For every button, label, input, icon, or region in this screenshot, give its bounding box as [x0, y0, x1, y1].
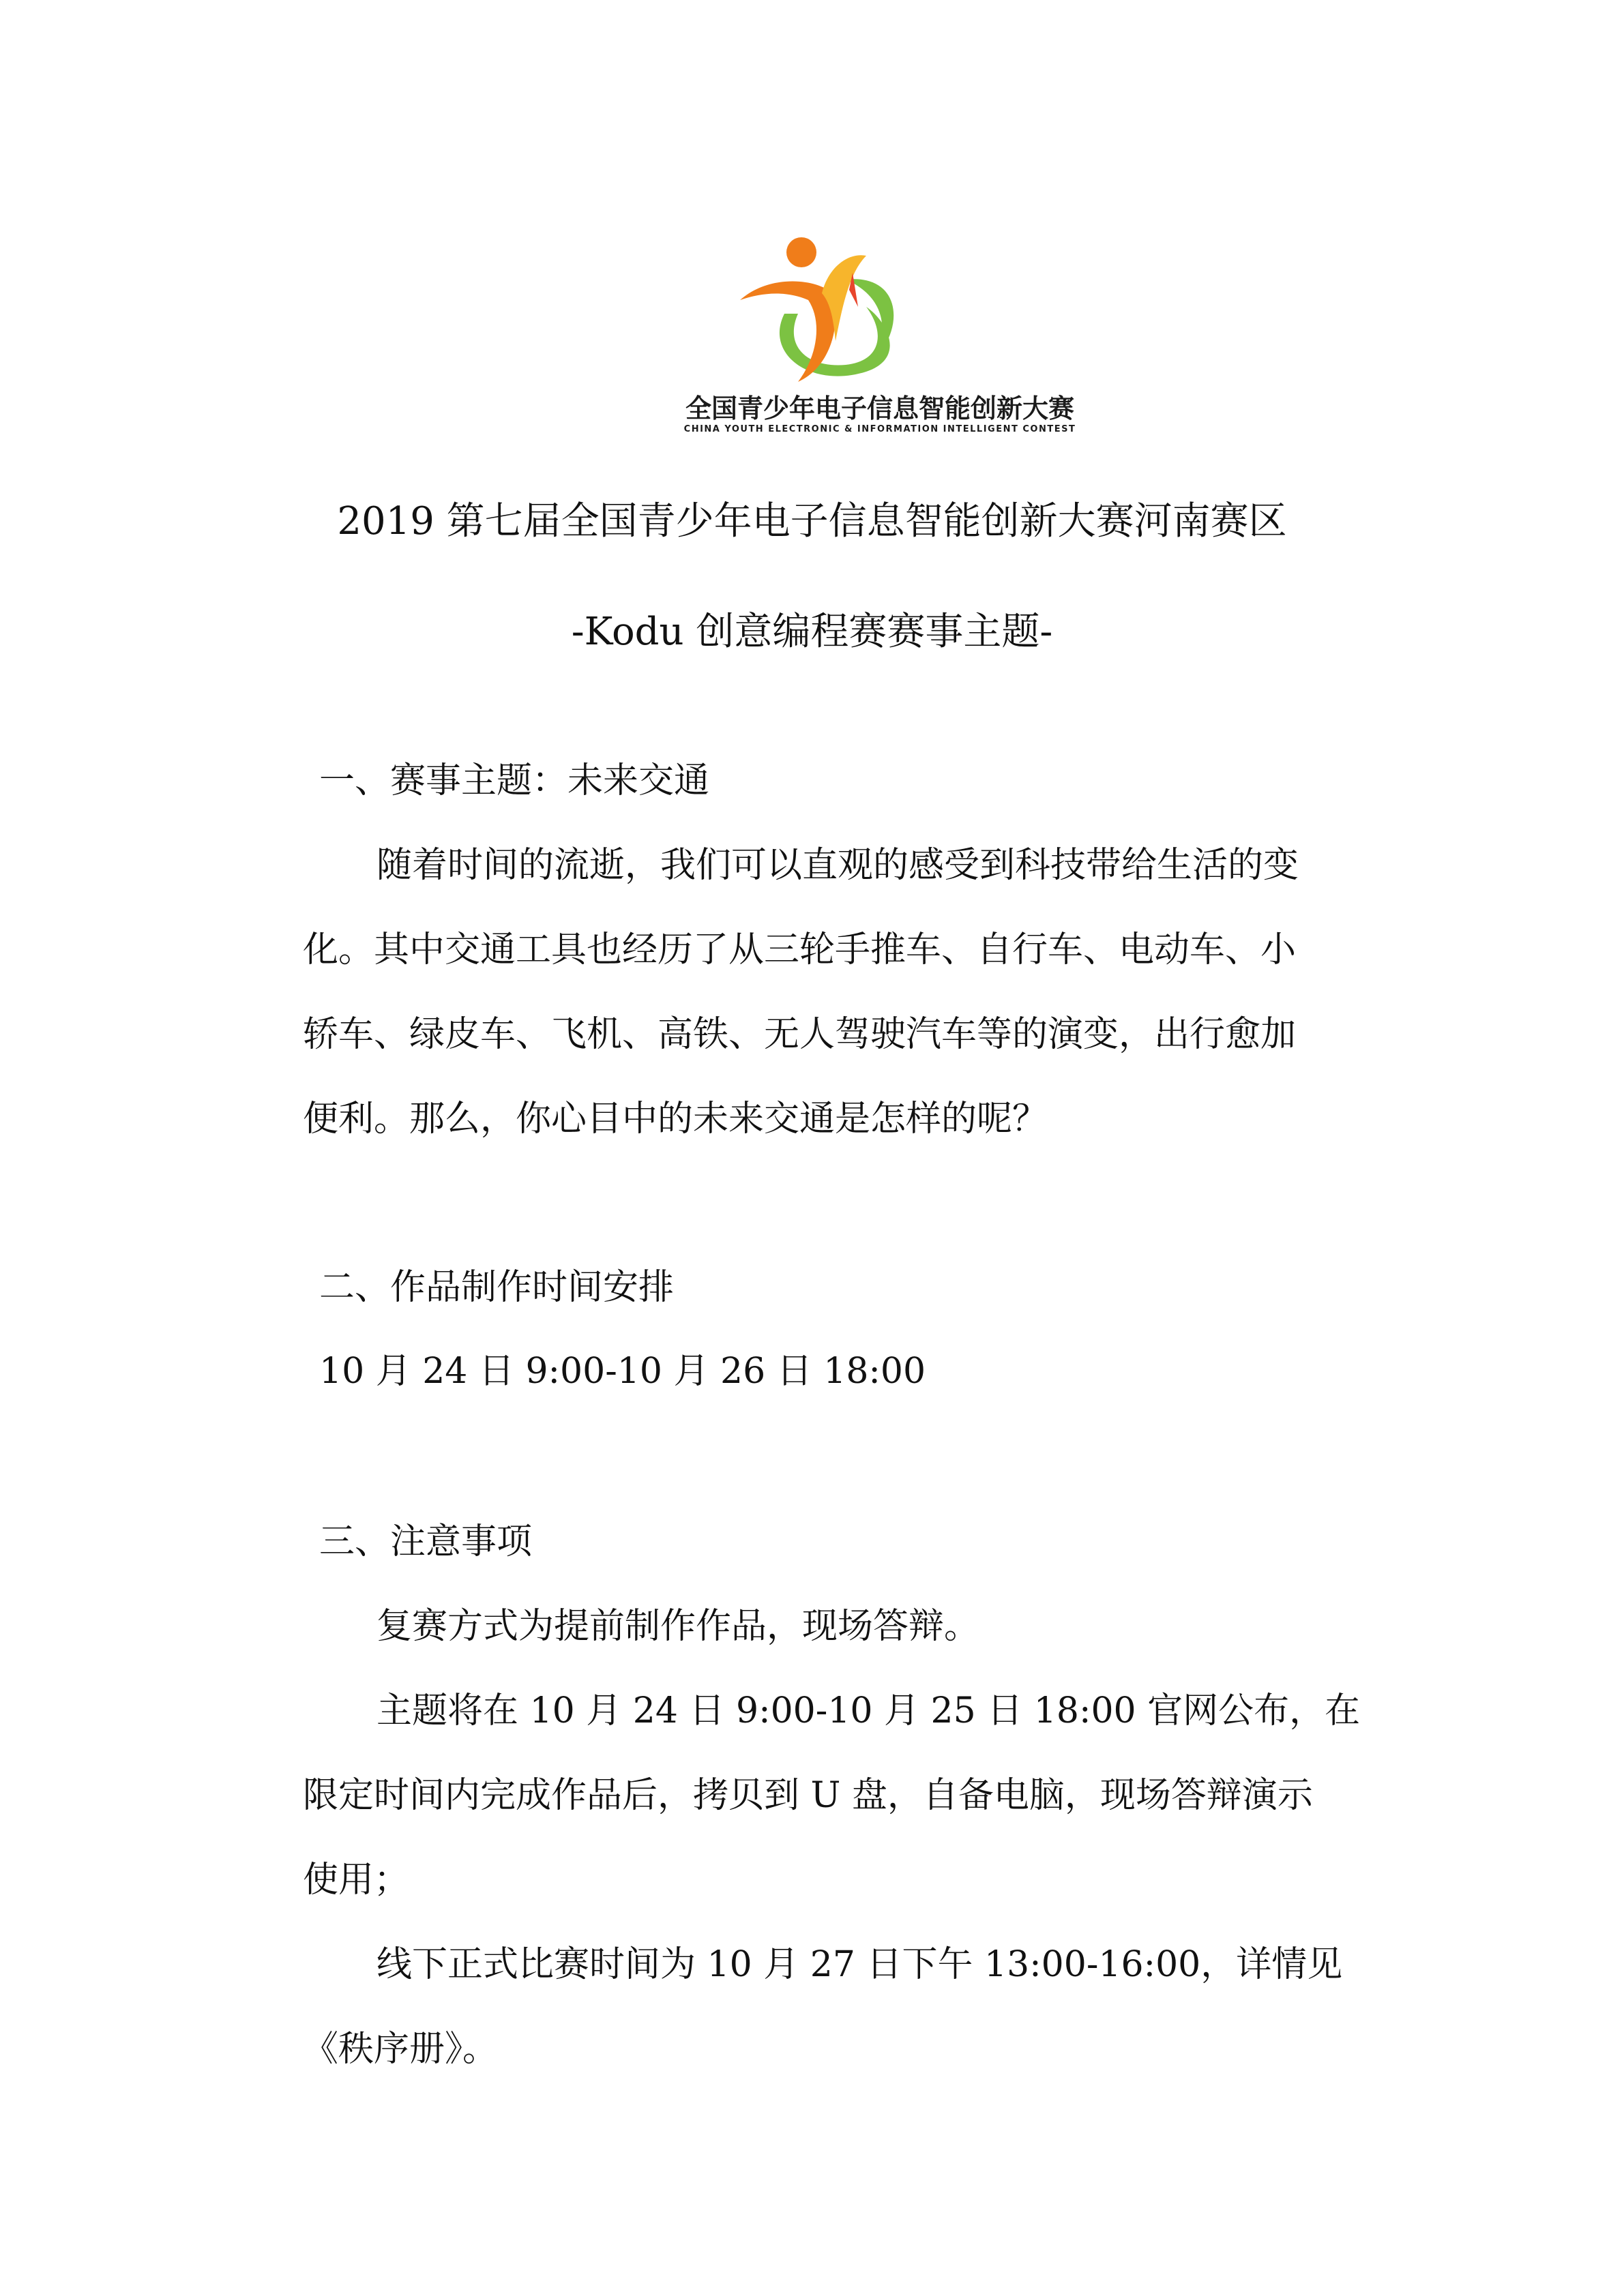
- section3-paragraph-2-line: 主题将在 10 月 24 日 9:00-10 月 25 日 18:00 官网公布，在: [377, 1690, 1361, 1731]
- section3-paragraph-3-line: 线下正式比赛时间为 10 月 27 日下午 13:00-16:00，详情见: [377, 1944, 1343, 1985]
- section1-paragraph-line: 化。其中交通工具也经历了从三轮手推车、自行车、电动车、小: [303, 929, 1297, 970]
- contest-logo-emblem: [682, 225, 1078, 389]
- section3-heading: 三、注意事项: [319, 1521, 533, 1562]
- page-title: 2019 第七届全国青少年电子信息智能创新大赛河南赛区: [337, 499, 1287, 543]
- contest-logo: [682, 225, 1078, 457]
- section2-heading: 二、作品制作时间安排: [319, 1267, 675, 1308]
- section1-paragraph-line: 轿车、绿皮车、飞机、高铁、无人驾驶汽车等的演变，出行愈加: [303, 1014, 1297, 1055]
- section3-paragraph-2-line: 使用；: [303, 1860, 410, 1900]
- section1-heading: 一、赛事主题：未来交通: [319, 760, 710, 801]
- logo-head: [786, 237, 816, 267]
- logo-name-en: CHINA YOUTH ELECTRONIC & INFORMATION INTELLIGENT CONTEST: [683, 424, 1076, 434]
- section3-paragraph-1: 复赛方式为提前制作作品，现场答辩。: [377, 1606, 980, 1647]
- logo-name-cn: 全国青少年电子信息智能创新大赛: [685, 393, 1074, 423]
- section3-paragraph-2-line: 限定时间内完成作品后，拷贝到 U 盘，自备电脑，现场答辩演示: [303, 1775, 1313, 1816]
- section1-paragraph-line: 随着时间的流逝，我们可以直观的感受到科技带给生活的变: [377, 845, 1299, 886]
- section2-time: 10 月 24 日 9:00-10 月 26 日 18:00: [319, 1351, 926, 1392]
- section1-paragraph-line: 便利。那么，你心目中的未来交通是怎样的呢？: [303, 1099, 1048, 1139]
- page-subtitle: -Kodu 创意编程赛赛事主题-: [571, 610, 1053, 654]
- section3-paragraph-3-line: 《秩序册》。: [303, 2029, 499, 2070]
